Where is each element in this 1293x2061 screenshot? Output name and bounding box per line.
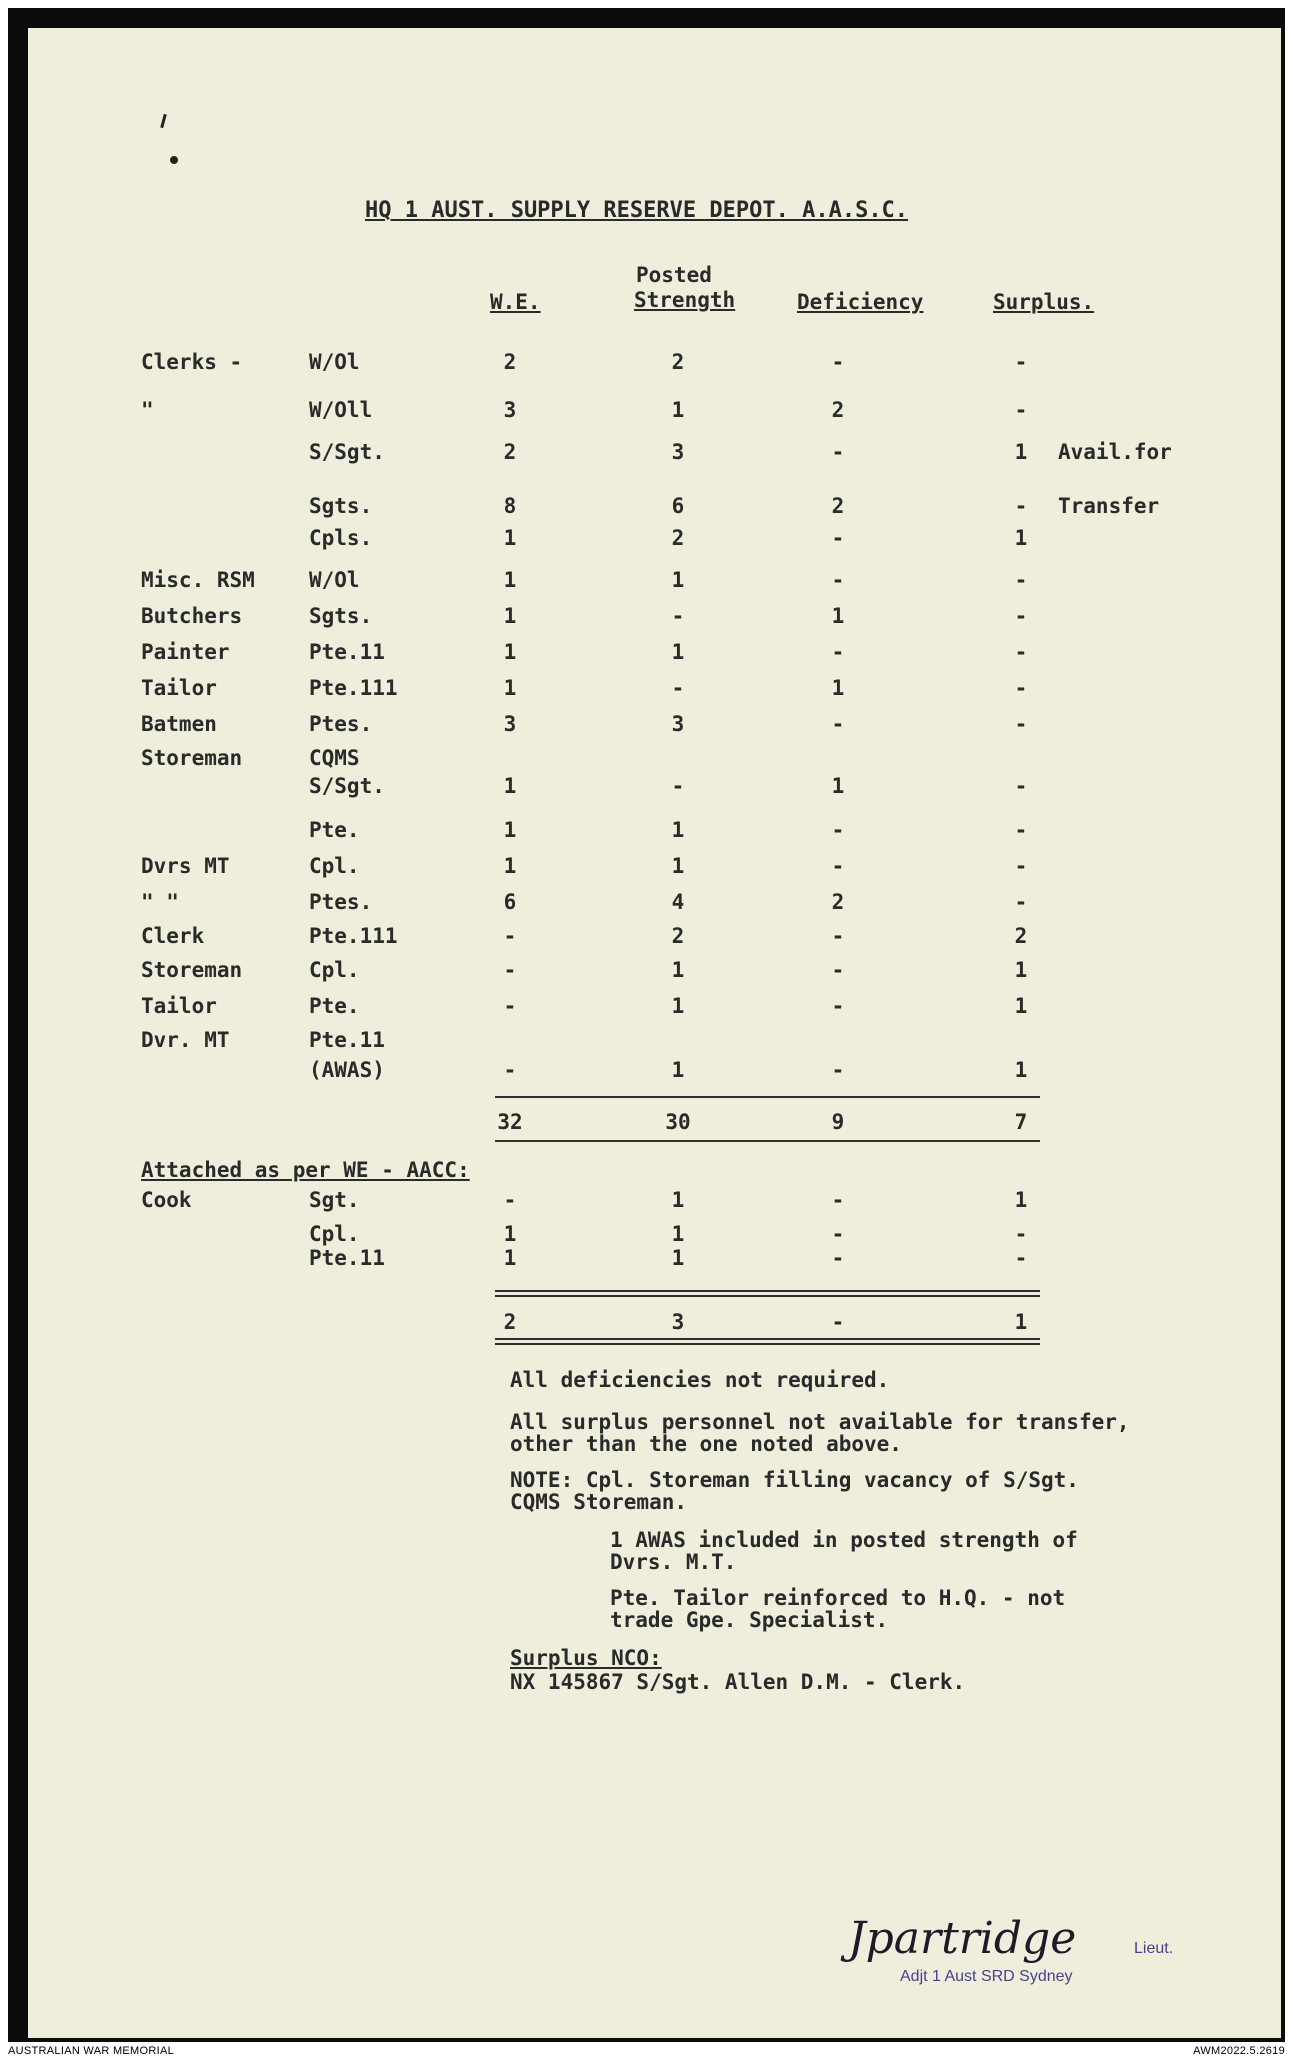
we-cell: - xyxy=(503,1188,517,1212)
posted-cell: 1 xyxy=(671,1222,685,1246)
total-rule-bottom xyxy=(495,1140,1040,1142)
total-deficiency: 9 xyxy=(831,1110,845,1134)
footer-institution: AUSTRALIAN WAR MEMORIAL xyxy=(8,2045,175,2057)
rank-cell: Pte.11 xyxy=(309,1246,385,1270)
trade-cell: Tailor xyxy=(141,994,217,1018)
deficiency-cell: 2 xyxy=(831,494,845,518)
deficiency-cell: 1 xyxy=(831,604,845,628)
rank-cell: Ptes. xyxy=(309,890,373,914)
note-tailor-2: trade Gpe. Specialist. xyxy=(610,1608,889,1632)
col-header-deficiency: Deficiency xyxy=(797,290,924,314)
note-awas-1: 1 AWAS included in posted strength of xyxy=(610,1528,1078,1552)
document-page xyxy=(28,28,1281,2038)
rank-cell: Cpl. xyxy=(309,854,360,878)
posted-cell: 1 xyxy=(671,818,685,842)
deficiency-cell: - xyxy=(831,712,845,736)
rank-cell: S/Sgt. xyxy=(309,774,385,798)
rank-cell: W/Ol xyxy=(309,568,360,592)
we-cell: 6 xyxy=(503,890,517,914)
total2-rule-bottom xyxy=(495,1343,1040,1345)
note-surplus-1: All surplus personnel not available for transfer, xyxy=(510,1410,1130,1434)
surplus-cell: - xyxy=(1014,350,1028,374)
total2-deficiency: - xyxy=(831,1310,845,1334)
surplus-nco-heading: Surplus NCO: xyxy=(510,1646,662,1670)
deficiency-cell: - xyxy=(831,854,845,878)
note-storeman-1: NOTE: Cpl. Storeman filling vacancy of S/Sgt. xyxy=(510,1468,1079,1492)
footer-catalogue-id: AWM2022.5.2619 xyxy=(1193,2045,1285,2057)
col-header-strength: Strength xyxy=(634,288,736,312)
posted-cell: 1 xyxy=(671,854,685,878)
we-cell: 1 xyxy=(503,568,517,592)
posted-cell: 1 xyxy=(671,640,685,664)
rank-cell: Ptes. xyxy=(309,712,373,736)
surplus-cell: - xyxy=(1014,854,1028,878)
surplus-cell: - xyxy=(1014,712,1028,736)
posted-cell: 1 xyxy=(671,568,685,592)
surplus-cell: 1 xyxy=(1014,1188,1028,1212)
we-cell: 1 xyxy=(503,774,517,798)
we-cell: 2 xyxy=(503,440,517,464)
posted-cell: - xyxy=(671,604,685,628)
attached-heading: Attached as per WE - AACC: xyxy=(141,1158,470,1182)
trade-cell: Storeman xyxy=(141,958,243,982)
trade-cell: Butchers xyxy=(141,604,243,628)
adjutant-stamp: Adjt 1 Aust SRD Sydney xyxy=(900,1968,1073,1985)
rank-cell: Pte.111 xyxy=(309,924,398,948)
deficiency-cell: - xyxy=(831,568,845,592)
we-cell: 1 xyxy=(503,526,517,550)
posted-cell: - xyxy=(671,774,685,798)
col-header-surplus: Surplus. xyxy=(993,290,1095,314)
surplus-cell: - xyxy=(1014,818,1028,842)
trade-cell: Cook xyxy=(141,1188,192,1212)
rank-cell: Sgt. xyxy=(309,1188,360,1212)
total-we: 32 xyxy=(497,1110,523,1134)
surplus-cell: - xyxy=(1014,640,1028,664)
rank-cell: Cpl. xyxy=(309,1222,360,1246)
deficiency-cell: 2 xyxy=(831,890,845,914)
posted-cell: 2 xyxy=(671,350,685,374)
rank-cell: S/Sgt. xyxy=(309,440,385,464)
posted-cell: 1 xyxy=(671,1188,685,1212)
trade-cell: Clerks - xyxy=(141,350,243,374)
rank-cell: Pte.111 xyxy=(309,676,398,700)
rank-cell: W/Ol xyxy=(309,350,360,374)
we-cell: 3 xyxy=(503,398,517,422)
posted-cell: 3 xyxy=(671,440,685,464)
we-cell: - xyxy=(503,958,517,982)
surplus-cell: 1 xyxy=(1014,958,1028,982)
posted-cell: 1 xyxy=(671,1058,685,1082)
we-cell: 1 xyxy=(503,604,517,628)
trade-cell: Dvr. MT xyxy=(141,1028,230,1052)
trade-cell: Batmen xyxy=(141,712,217,736)
deficiency-cell: - xyxy=(831,958,845,982)
total2-rule xyxy=(495,1295,1040,1297)
surplus-cell: 1 xyxy=(1014,440,1028,464)
rank-cell: Pte. xyxy=(309,994,360,1018)
total2-surplus: 1 xyxy=(1014,1310,1028,1334)
trade-cell: Clerk xyxy=(141,924,205,948)
trade-cell: Dvrs MT xyxy=(141,854,230,878)
posted-cell: 6 xyxy=(671,494,685,518)
rank-cell: (AWAS) xyxy=(309,1058,385,1082)
remark-cell: Avail.for xyxy=(1058,440,1172,464)
total-rule xyxy=(495,1096,1040,1098)
trade-cell: " " xyxy=(141,890,179,914)
posted-cell: 1 xyxy=(671,994,685,1018)
posted-cell: 1 xyxy=(671,398,685,422)
rank-cell: Pte.11 xyxy=(309,640,385,664)
rank-cell: CQMS xyxy=(309,746,360,770)
deficiency-cell: - xyxy=(831,1222,845,1246)
surplus-cell: - xyxy=(1014,1222,1028,1246)
total2-rule xyxy=(495,1290,1040,1292)
we-cell: 1 xyxy=(503,1222,517,1246)
posted-cell: 2 xyxy=(671,526,685,550)
surplus-cell: - xyxy=(1014,398,1028,422)
we-cell: - xyxy=(503,924,517,948)
total2-we: 2 xyxy=(503,1310,517,1334)
surplus-cell: - xyxy=(1014,494,1028,518)
rank-cell: Cpls. xyxy=(309,526,373,550)
deficiency-cell: - xyxy=(831,1246,845,1270)
we-cell: - xyxy=(503,994,517,1018)
col-header-posted: Posted xyxy=(636,263,712,287)
surplus-cell: - xyxy=(1014,890,1028,914)
photo-frame xyxy=(8,8,1285,2042)
rank-cell: Sgts. xyxy=(309,604,373,628)
ink-mark xyxy=(160,114,167,128)
surplus-cell: 2 xyxy=(1014,924,1028,948)
deficiency-cell: - xyxy=(831,924,845,948)
posted-cell: 3 xyxy=(671,712,685,736)
rank-cell: Sgts. xyxy=(309,494,373,518)
rank-cell: Pte.11 xyxy=(309,1028,385,1052)
we-cell: 1 xyxy=(503,640,517,664)
total-posted: 30 xyxy=(665,1110,691,1134)
rank-cell: W/Oll xyxy=(309,398,373,422)
rank-cell: Cpl. xyxy=(309,958,360,982)
ink-mark xyxy=(170,156,178,164)
we-cell: 1 xyxy=(503,818,517,842)
remark-cell: Transfer xyxy=(1058,494,1160,518)
surplus-cell: - xyxy=(1014,1246,1028,1270)
we-cell: - xyxy=(503,1058,517,1082)
surplus-cell: 1 xyxy=(1014,994,1028,1018)
rank-cell: Pte. xyxy=(309,818,360,842)
trade-cell: Tailor xyxy=(141,676,217,700)
total2-rule-bottom xyxy=(495,1338,1040,1340)
surplus-cell: - xyxy=(1014,604,1028,628)
we-cell: 1 xyxy=(503,854,517,878)
deficiency-cell: - xyxy=(831,440,845,464)
surplus-nco-line: NX 145867 S/Sgt. Allen D.M. - Clerk. xyxy=(510,1670,966,1694)
note-storeman-2: CQMS Storeman. xyxy=(510,1490,688,1514)
document-title: HQ 1 AUST. SUPPLY RESERVE DEPOT. A.A.S.C. xyxy=(365,198,909,223)
we-cell: 3 xyxy=(503,712,517,736)
surplus-cell: - xyxy=(1014,774,1028,798)
col-header-we: W.E. xyxy=(490,290,541,314)
deficiency-cell: - xyxy=(831,350,845,374)
note-awas-2: Dvrs. M.T. xyxy=(610,1550,737,1574)
posted-cell: 4 xyxy=(671,890,685,914)
deficiency-cell: - xyxy=(831,1058,845,1082)
surplus-cell: - xyxy=(1014,568,1028,592)
surplus-cell: 1 xyxy=(1014,526,1028,550)
total2-posted: 3 xyxy=(671,1310,685,1334)
we-cell: 2 xyxy=(503,350,517,374)
signature: Jpartridge xyxy=(848,1913,1077,1964)
trade-cell: " xyxy=(141,398,154,422)
deficiency-cell: 1 xyxy=(831,774,845,798)
total-surplus: 7 xyxy=(1014,1110,1028,1134)
deficiency-cell: - xyxy=(831,818,845,842)
posted-cell: - xyxy=(671,676,685,700)
deficiency-cell: - xyxy=(831,994,845,1018)
trade-cell: Painter xyxy=(141,640,230,664)
we-cell: 8 xyxy=(503,494,517,518)
note-surplus-2: other than the one noted above. xyxy=(510,1432,902,1456)
we-cell: 1 xyxy=(503,676,517,700)
rank-stamp: Lieut. xyxy=(1134,1940,1174,1957)
deficiency-cell: - xyxy=(831,1188,845,1212)
surplus-cell: - xyxy=(1014,676,1028,700)
deficiency-cell: - xyxy=(831,526,845,550)
deficiency-cell: 1 xyxy=(831,676,845,700)
posted-cell: 1 xyxy=(671,1246,685,1270)
trade-cell: Misc. RSM xyxy=(141,568,255,592)
deficiency-cell: 2 xyxy=(831,398,845,422)
posted-cell: 1 xyxy=(671,958,685,982)
note-tailor-1: Pte. Tailor reinforced to H.Q. - not xyxy=(610,1586,1066,1610)
posted-cell: 2 xyxy=(671,924,685,948)
we-cell: 1 xyxy=(503,1246,517,1270)
trade-cell: Storeman xyxy=(141,746,243,770)
surplus-cell: 1 xyxy=(1014,1058,1028,1082)
deficiency-cell: - xyxy=(831,640,845,664)
note-deficiencies: All deficiencies not required. xyxy=(510,1368,890,1392)
